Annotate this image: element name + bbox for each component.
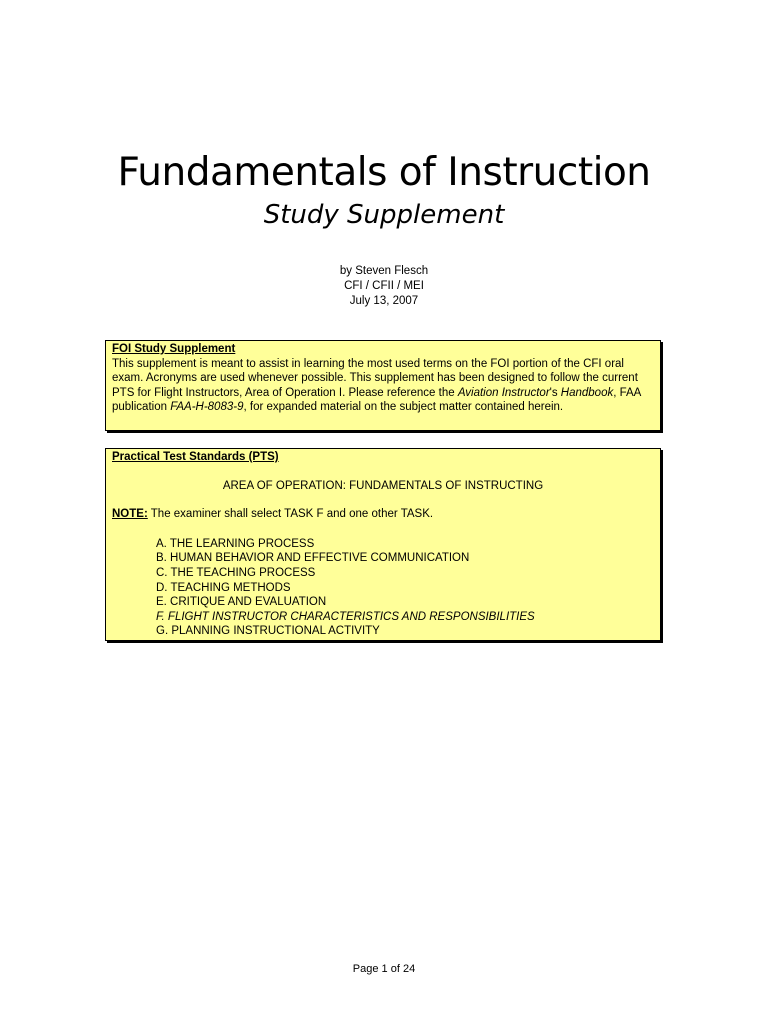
date: July 13, 2007 (349, 295, 419, 307)
task-item-c: C. THE TEACHING PROCESS (156, 566, 316, 579)
task-item-b: B. HUMAN BEHAVIOR AND EFFECTIVE COMMUNICATION (156, 552, 470, 565)
note-text: The examiner shall select TASK F and one other TASK. (147, 508, 434, 521)
foi-box-text (112, 357, 654, 415)
author: by Steven Flesch (339, 265, 429, 277)
note-line (112, 507, 654, 522)
task-item-d: D. TEACHING METHODS (156, 581, 291, 594)
pts-box-heading: Practical Test Standards (PTS) (112, 451, 279, 463)
task-item-g: G. PLANNING INSTRUCTIONAL ACTIVITY (156, 625, 380, 638)
task-item-e: E. CRITIQUE AND EVALUATION (156, 596, 327, 609)
foi-text-part-2: 's (549, 386, 561, 399)
foi-text-part-4: , for expanded material on the subject matter contained herein. (243, 401, 564, 414)
foi-text-part-3: , FAA publication (112, 386, 641, 414)
task-item-f: F. FLIGHT INSTRUCTOR CHARACTERISTICS AND RESPONSIBILITIES (156, 610, 535, 623)
practical-test-standards-box (105, 448, 661, 641)
foi-study-supplement-box (105, 340, 661, 431)
credentials: CFI / CFII / MEI (344, 280, 424, 292)
page-number: Page 1 of 24 (352, 963, 416, 975)
foi-box-heading: FOI Study Supplement (112, 343, 236, 355)
task-list (112, 537, 654, 639)
foi-text-part-1: This supplement is meant to assist in learning the most used terms on the FOI portion of the CFI oral exam. Acronyms are used whenever possible. This supplement has been designed to follow the current PTS for Flight Instructors, Area of Operation I. Please reference the (112, 357, 638, 399)
foi-italic-aviation-instructor: Aviation Instructor (457, 386, 550, 399)
note-label: NOTE: (112, 508, 148, 521)
byline (0, 264, 768, 309)
foi-italic-handbook: Handbook (560, 386, 614, 399)
foi-italic-publication-number: FAA-H-8083-9 (170, 401, 244, 414)
document-title: Fundamentals of Instruction (117, 150, 651, 195)
area-of-operation: AREA OF OPERATION: FUNDAMENTALS OF INSTRUCTING (222, 479, 544, 492)
document-subtitle: Study Supplement (263, 200, 505, 230)
task-item-a: A. THE LEARNING PROCESS (156, 537, 315, 550)
